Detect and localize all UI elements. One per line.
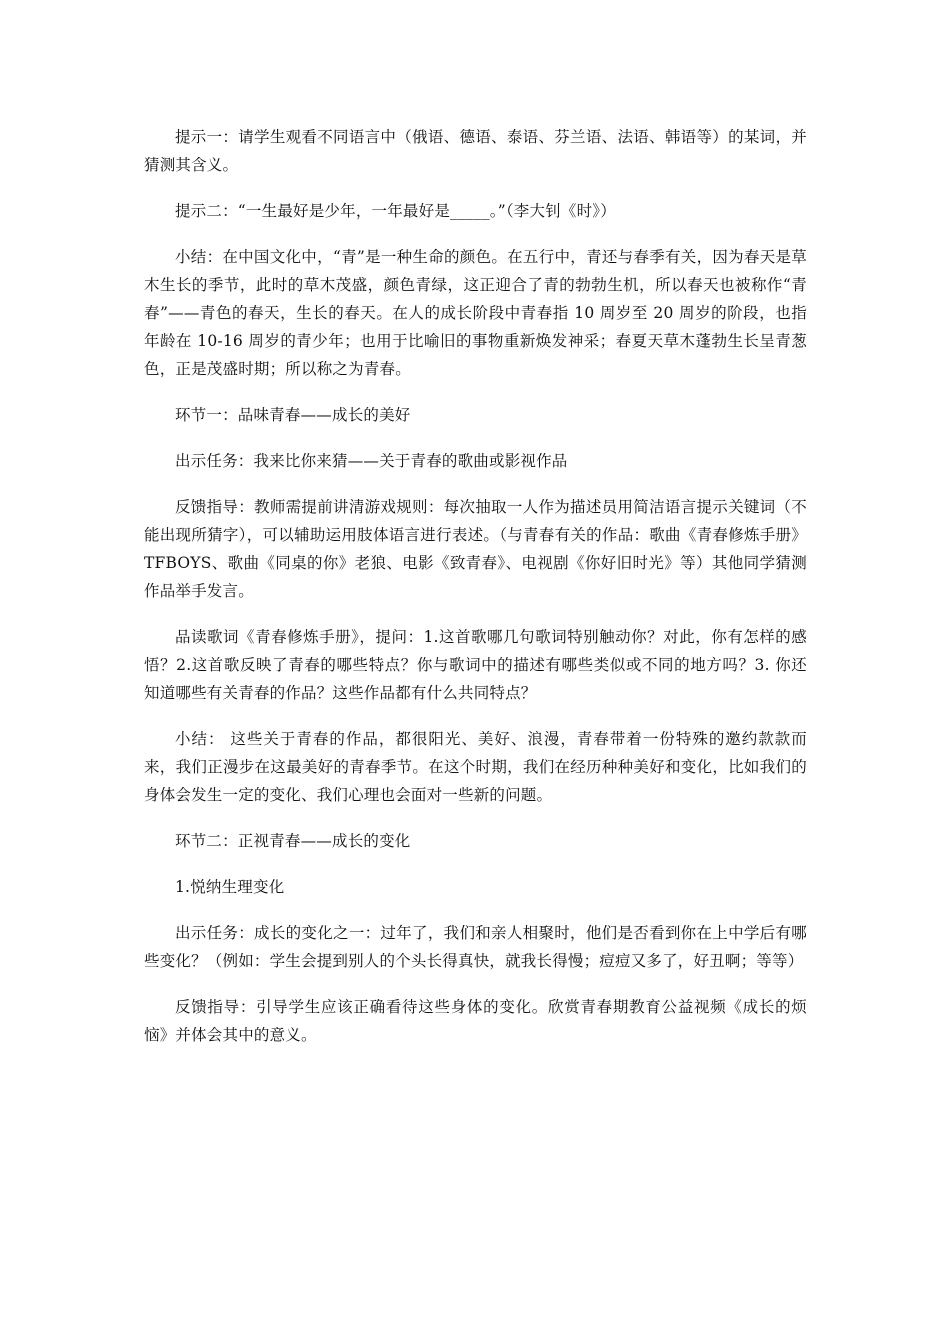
paragraph-hint-two: 提示二：“一生最好是少年，一年最好是_____。”（李大钊《时》）	[175, 202, 616, 220]
subheading-physical-change: 1.悦纳生理变化	[175, 878, 285, 896]
section-heading-one: 环节一：品味青春——成长的美好	[175, 406, 411, 424]
paragraph-feedback-rules: 反馈指导：教师需提前讲清游戏规则：每次抽取一人作为描述员用简洁语言提示关键词（不能出现所猜字），可以辅助运用肢体语言进行表述。（与青春有关的作品：歌曲《青春修炼手册》TFBOYS、歌曲《同桌的你》老狼、电影《致青春》、电视剧《你好旧时光》等）其他同学猜测作品举手发言。	[144, 498, 807, 600]
paragraph-summary-green: 小结：在中国文化中，“青”是一种生命的颜色。在五行中，青还与春季有关，因为春天是草木生长的季节，此时的草木茂盛，颜色青绿，这正迎合了青的勃勃生机，所以春天也被称作“青春”——青色的春天，生长的春天。在人的成长阶段中青春指 10 周岁至 20 周岁的阶段，也指年龄在 10-16 周岁的青少年；也用于比喻旧的事物重新焕发神采；春夏天草木蓬勃生长呈青葱色，正是茂盛时期；所以称之为青春。	[144, 248, 807, 378]
paragraph-task-guess: 出示任务：我来比你来猜——关于青春的歌曲或影视作品	[175, 452, 568, 470]
paragraph-task-change: 出示任务：成长的变化之一：过年了，我们和亲人相聚时，他们是否看到你在上中学后有哪些变化？（例如：学生会提到别人的个头长得真快，就我长得慢；痘痘又多了，好丑啊；等等）	[144, 924, 807, 970]
paragraph-feedback-video: 反馈指导：引导学生应该正确看待这些身体的变化。欣赏青春期教育公益视频《成长的烦恼》并体会其中的意义。	[144, 998, 807, 1044]
paragraph-summary-works: 小结： 这些关于青春的作品，都很阳光、美好、浪漫，青春带着一份特殊的邀约款款而来，我们正漫步在这最美好的青春季节。在这个时期，我们在经历种种美好和变化，比如我们的身体会发生一定的变化、我们心理也会面对一些新的问题。	[144, 730, 807, 804]
paragraph-lyrics-questions: 品读歌词《青春修炼手册》，提问：1.这首歌哪几句歌词特别触动你？对此，你有怎样的感悟？2.这首歌反映了青春的哪些特点？你与歌词中的描述有哪些类似或不同的地方吗？3. 你还知道哪些有关青春的作品？这些作品都有什么共同特点？	[144, 628, 807, 702]
paragraph-hint-one: 提示一：请学生观看不同语言中（俄语、德语、泰语、芬兰语、法语、韩语等）的某词，并猜测其含义。	[144, 128, 807, 174]
section-heading-two: 环节二：正视青春——成长的变化	[175, 832, 411, 850]
